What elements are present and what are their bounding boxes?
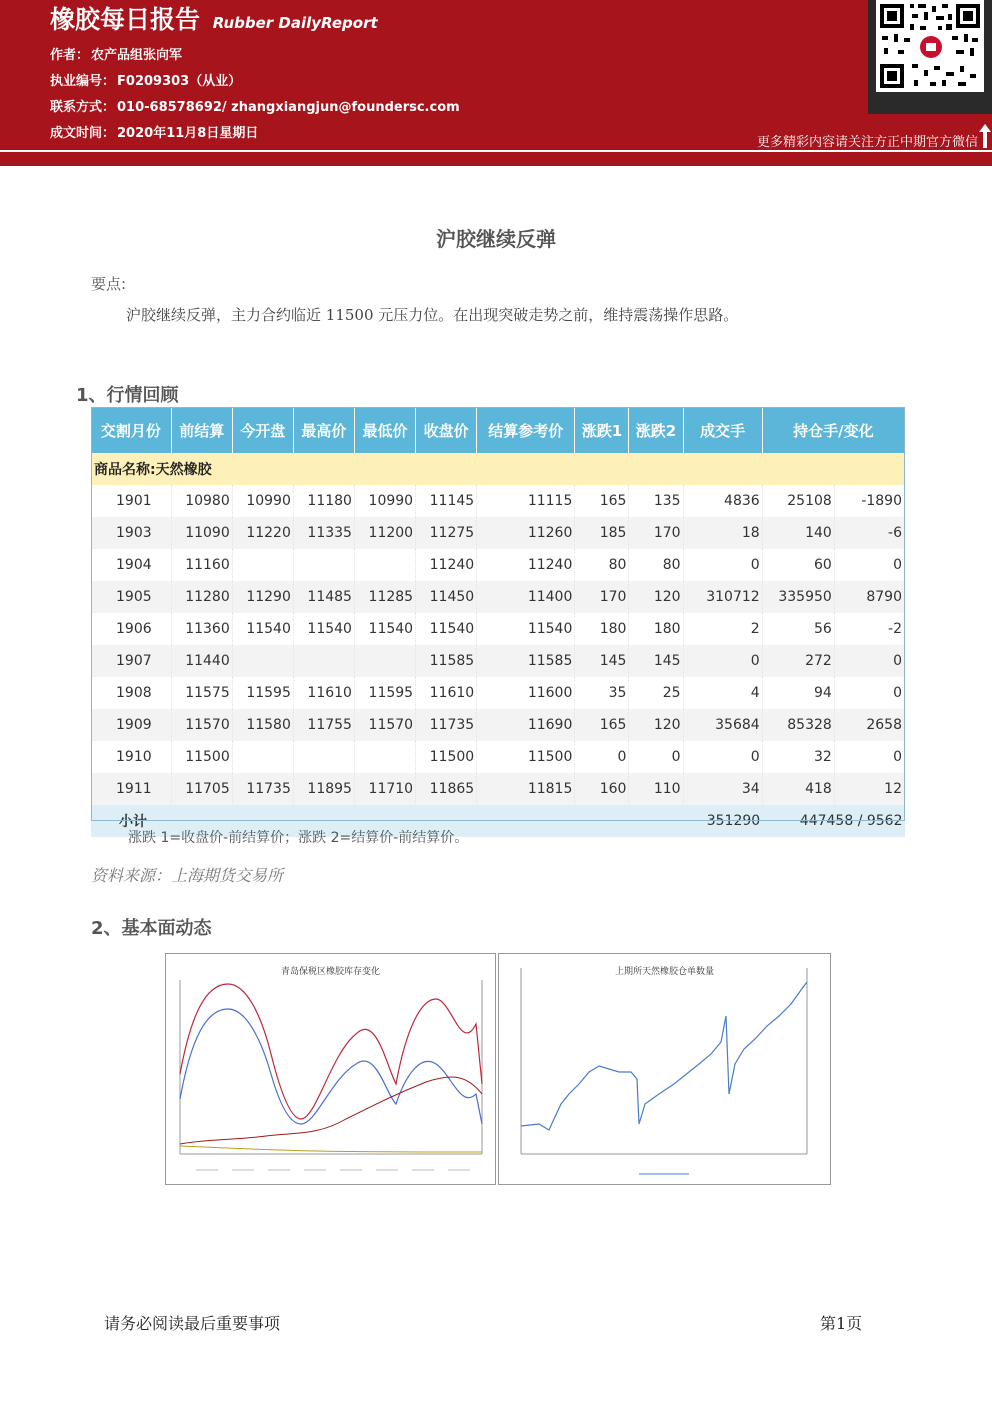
chart-right-plot [499, 954, 830, 1184]
product-label: 商品名称:天然橡胶 [91, 453, 905, 485]
section-fundamentals-title: 2、基本面动态 [91, 918, 212, 939]
table-cell: 10990 [354, 485, 415, 517]
table-cell: 11540 [477, 613, 575, 645]
author-label: 作者： [50, 48, 90, 63]
table-cell: 2 [683, 613, 762, 645]
table-cell: 4 [683, 677, 762, 709]
table-cell [232, 549, 293, 581]
col-header: 交割月份 [91, 407, 171, 453]
table-cell [293, 645, 354, 677]
table-cell [232, 741, 293, 773]
total-open-interest: 447458 / 9562 [762, 805, 904, 837]
license-label: 执业编号： [50, 74, 116, 89]
table-cell: 34 [683, 773, 762, 805]
contact-line [50, 96, 460, 115]
table-cell: 10990 [232, 485, 293, 517]
chart-left-plot [166, 954, 495, 1184]
table-cell: 11145 [416, 485, 477, 517]
table-cell [354, 741, 415, 773]
table-row [91, 485, 905, 517]
table-cell: 140 [762, 517, 834, 549]
table-cell: 8790 [834, 581, 904, 613]
page-number: 第1页 [820, 1314, 863, 1333]
table-cell: 1901 [91, 485, 171, 517]
up-arrow-icon [978, 122, 992, 150]
table-cell: 11260 [477, 517, 575, 549]
contact-value: 010-68578692/ zhangxiangjun@foundersc.com [117, 100, 460, 115]
table-cell: 11115 [477, 485, 575, 517]
table-cell: 1908 [91, 677, 171, 709]
table-cell: 11755 [293, 709, 354, 741]
table-cell: 335950 [762, 581, 834, 613]
table-cell: 11815 [477, 773, 575, 805]
table-cell: -6 [834, 517, 904, 549]
table-cell: 80 [629, 549, 683, 581]
table-cell: 25 [629, 677, 683, 709]
table-cell: 11580 [232, 709, 293, 741]
date-label: 成文时间： [50, 126, 116, 141]
table-cell: 180 [629, 613, 683, 645]
table-cell: 60 [762, 549, 834, 581]
table-cell: 11240 [416, 549, 477, 581]
table-cell: 1904 [91, 549, 171, 581]
col-header: 结算参考价 [477, 407, 575, 453]
table-cell: 11710 [354, 773, 415, 805]
table-cell: 11540 [232, 613, 293, 645]
table-cell: 1903 [91, 517, 171, 549]
table-cell: 32 [762, 741, 834, 773]
table-cell: 11090 [171, 517, 232, 549]
qr-code-icon[interactable] [876, 0, 984, 92]
chart-title: 上期所天然橡胶仓单数量 [614, 967, 714, 977]
license-line [50, 70, 241, 89]
table-cell: 110 [629, 773, 683, 805]
section-market-review-title: 1、行情回顾 [76, 385, 179, 406]
table-row [91, 581, 905, 613]
table-cell: 94 [762, 677, 834, 709]
table-cell: 11360 [171, 613, 232, 645]
table-cell: 160 [575, 773, 629, 805]
table-cell: 120 [629, 709, 683, 741]
report-title-cn: 橡胶每日报告 [50, 5, 201, 34]
col-header: 成交手 [683, 407, 762, 453]
table-cell: 1906 [91, 613, 171, 645]
table-cell: 11275 [416, 517, 477, 549]
table-cell: 35684 [683, 709, 762, 741]
table-cell: 1905 [91, 581, 171, 613]
table-cell: 120 [629, 581, 683, 613]
total-label: 小计 [91, 805, 683, 837]
table-cell: 145 [575, 645, 629, 677]
table-cell: 11865 [416, 773, 477, 805]
table-cell [354, 645, 415, 677]
table-cell: 11585 [416, 645, 477, 677]
table-cell: 11705 [171, 773, 232, 805]
table-cell: 11500 [171, 741, 232, 773]
table-cell: 11540 [354, 613, 415, 645]
table-cell: 85328 [762, 709, 834, 741]
col-header: 最高价 [293, 407, 354, 453]
table-cell: 165 [575, 709, 629, 741]
table-cell: 11160 [171, 549, 232, 581]
table-row [91, 677, 905, 709]
quote-table [91, 407, 905, 837]
document-title: 沪胶继续反弹 [436, 227, 556, 251]
table-cell: 4836 [683, 485, 762, 517]
col-header: 前结算 [171, 407, 232, 453]
table-cell: 1910 [91, 741, 171, 773]
table-cell: 56 [762, 613, 834, 645]
table-cell: 11595 [232, 677, 293, 709]
table-cell: 11570 [171, 709, 232, 741]
table-cell: 11585 [477, 645, 575, 677]
product-row [91, 453, 905, 485]
table-cell: 310712 [683, 581, 762, 613]
table-cell: 12 [834, 773, 904, 805]
table-cell: 11540 [416, 613, 477, 645]
table-row [91, 549, 905, 581]
table-cell: 11690 [477, 709, 575, 741]
table-cell: 11570 [354, 709, 415, 741]
table-cell: 11450 [416, 581, 477, 613]
chart-title: 青岛保税区橡胶库存变化 [280, 967, 380, 977]
table-cell: 11335 [293, 517, 354, 549]
table-cell: 145 [629, 645, 683, 677]
table-cell: 11600 [477, 677, 575, 709]
col-header: 涨跌2 [629, 407, 683, 453]
table-cell: 135 [629, 485, 683, 517]
table-cell: 0 [834, 549, 904, 581]
table-cell: 11735 [416, 709, 477, 741]
contact-label: 联系方式： [50, 100, 116, 115]
report-title [50, 0, 378, 36]
table-cell [232, 645, 293, 677]
table-cell: 11485 [293, 581, 354, 613]
table-cell: 11610 [416, 677, 477, 709]
table-cell: 272 [762, 645, 834, 677]
table-cell: 170 [575, 581, 629, 613]
table-row [91, 709, 905, 741]
table-cell: 11285 [354, 581, 415, 613]
table-cell: 11595 [354, 677, 415, 709]
table-cell: 0 [683, 645, 762, 677]
table-cell: 0 [834, 741, 904, 773]
shfe-warrant-chart [498, 953, 831, 1185]
table-cell: 11895 [293, 773, 354, 805]
table-row [91, 773, 905, 805]
table-cell: 35 [575, 677, 629, 709]
total-volume: 351290 [683, 805, 762, 837]
table-header-row [91, 407, 905, 453]
header-band [0, 152, 992, 166]
key-points-text: 沪胶继续反弹，主力合约临近 11500 元压力位。在出现突破走势之前，维持震荡操作思路。 [126, 306, 739, 324]
data-source: 资料来源：上海期货交易所 [91, 866, 284, 885]
table-cell: 1909 [91, 709, 171, 741]
table-cell: 0 [575, 741, 629, 773]
table-cell: 10980 [171, 485, 232, 517]
col-header: 收盘价 [416, 407, 477, 453]
table-cell: 0 [834, 677, 904, 709]
table-row [91, 741, 905, 773]
table-cell: 170 [629, 517, 683, 549]
table-cell: 1907 [91, 645, 171, 677]
table-cell: -2 [834, 613, 904, 645]
table-cell [293, 549, 354, 581]
table-cell: 1911 [91, 773, 171, 805]
table-cell: 11290 [232, 581, 293, 613]
table-cell [354, 549, 415, 581]
qingdao-inventory-chart [165, 953, 496, 1185]
col-header: 涨跌1 [575, 407, 629, 453]
table-cell: 11500 [477, 741, 575, 773]
table-row [91, 517, 905, 549]
key-points-label: 要点: [91, 275, 127, 293]
table-cell: 11735 [232, 773, 293, 805]
table-cell: 0 [629, 741, 683, 773]
col-header: 持仓手/变化 [762, 407, 904, 453]
table-cell: 418 [762, 773, 834, 805]
license-value: F0209303（从业） [117, 74, 242, 89]
table-cell: 185 [575, 517, 629, 549]
table-cell: 0 [683, 741, 762, 773]
table-cell: 165 [575, 485, 629, 517]
table-cell: 11610 [293, 677, 354, 709]
table-cell: 25108 [762, 485, 834, 517]
table-cell: 11280 [171, 581, 232, 613]
table-cell: 0 [683, 549, 762, 581]
author-line [50, 44, 182, 63]
date-value: 2020年11月8日星期日 [117, 126, 259, 141]
table-cell: 11440 [171, 645, 232, 677]
table-cell: 2658 [834, 709, 904, 741]
table-note: 涨跌 1=收盘价-前结算价；涨跌 2=结算价-前结算价。 [128, 830, 469, 846]
table-cell: 0 [834, 645, 904, 677]
table-cell [293, 741, 354, 773]
wechat-note: 更多精彩内容请关注方正中期官方微信 [756, 135, 978, 150]
table-cell: 11575 [171, 677, 232, 709]
col-header: 最低价 [354, 407, 415, 453]
table-cell: 11400 [477, 581, 575, 613]
table-cell: 180 [575, 613, 629, 645]
table-cell: 11220 [232, 517, 293, 549]
date-line [50, 122, 258, 141]
table-cell: -1890 [834, 485, 904, 517]
col-header: 今开盘 [232, 407, 293, 453]
author-value: 农产品组张向军 [91, 48, 183, 63]
table-row [91, 613, 905, 645]
table-cell: 11240 [477, 549, 575, 581]
table-cell: 11500 [416, 741, 477, 773]
report-title-en: Rubber DailyReport [212, 14, 378, 32]
footer-disclaimer: 请务必阅读最后重要事项 [104, 1314, 281, 1333]
table-cell: 11180 [293, 485, 354, 517]
table-row [91, 645, 905, 677]
table-cell: 18 [683, 517, 762, 549]
table-cell: 11540 [293, 613, 354, 645]
table-cell: 11200 [354, 517, 415, 549]
table-cell: 80 [575, 549, 629, 581]
